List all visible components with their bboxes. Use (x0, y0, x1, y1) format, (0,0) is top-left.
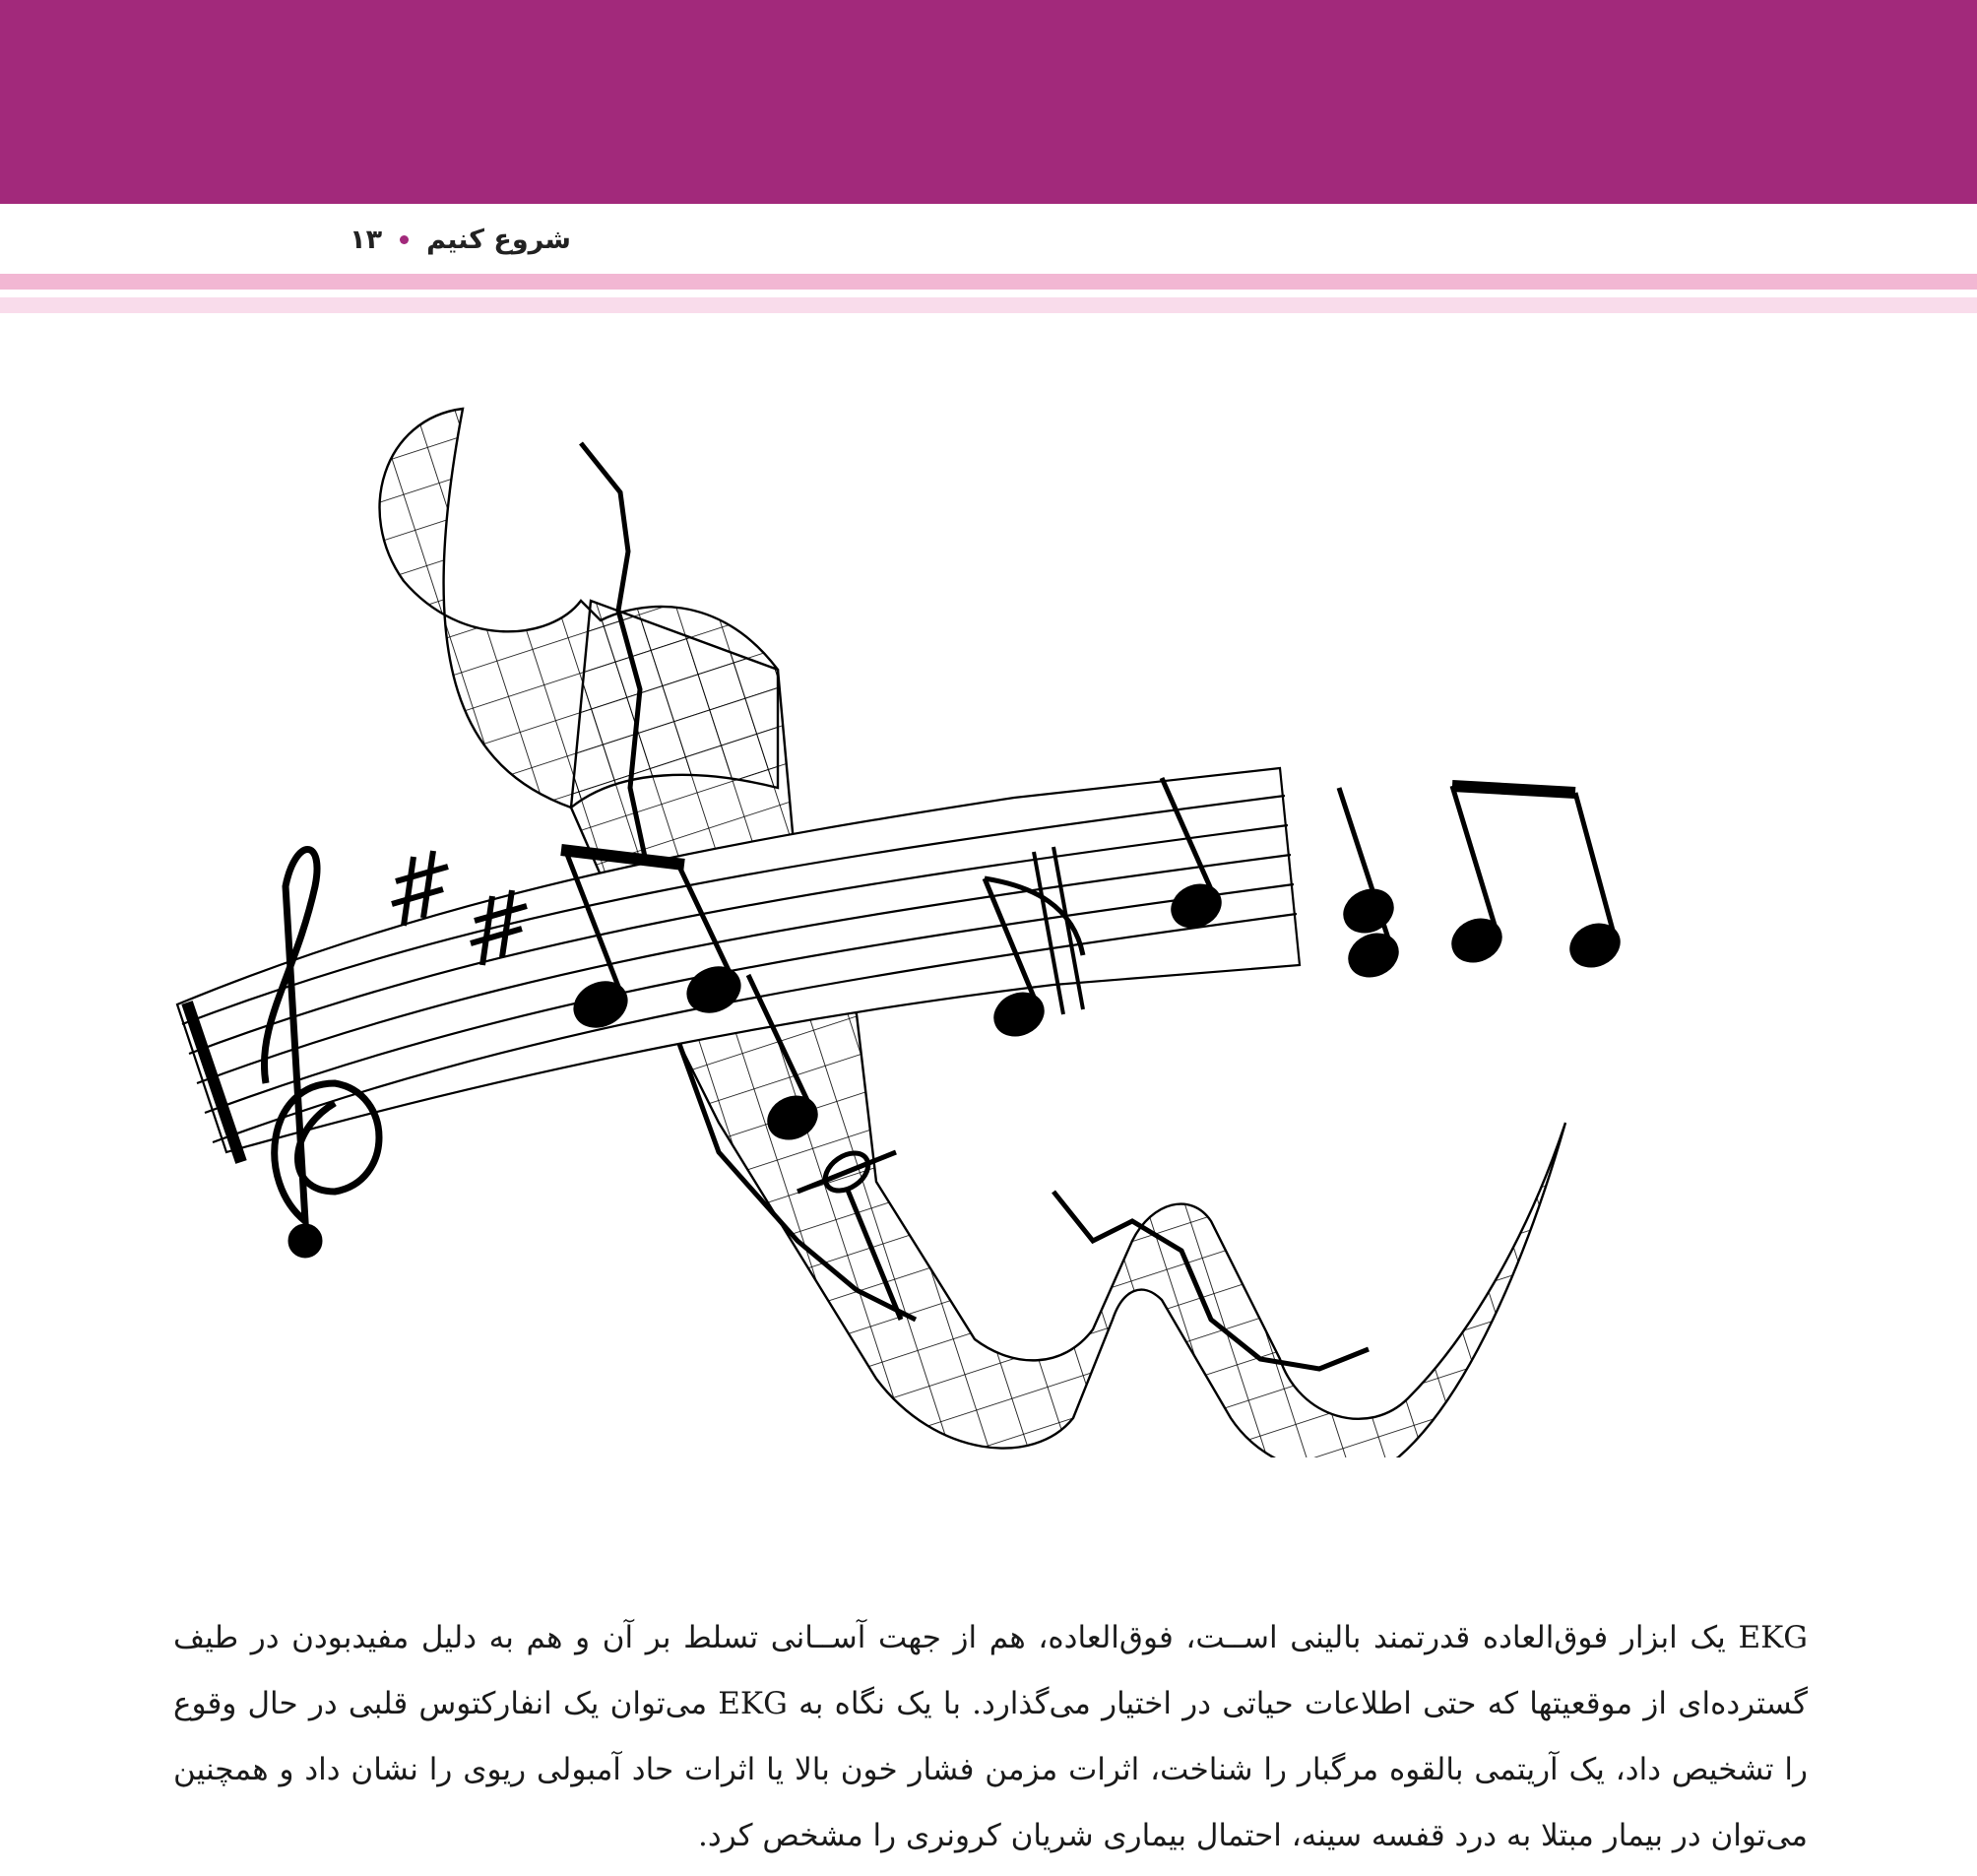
music-ekg-illustration (167, 374, 1821, 1457)
bullet-dot-icon (400, 235, 409, 244)
section-title: شروع کنیم (426, 224, 571, 255)
running-head (158, 215, 571, 264)
body-paragraph: EKG یک ابزار فوق‌العاده قدرتمند بالینی اســت، فوق‌العاده، هم از جهت آســانی تسلط بر آن و هم به دلیل مفیدبودن در طیف گسترده‌ای از موقعیتها که حتی اطلاعات حیاتی در اختیار می‌گذارد. با یک نگاه به EKG می‌توان یک انفارکتوس قلبی در حال وقوع را تشخیص داد، یک آریتمی بالقوه مرگبار را شناخت، اثرات مزمن فشار خون بالا یا اثرات حاد آمبولی ریوی را نشان داد و همچنین می‌توان در بیمار مبتلا به درد قفسه سینه، احتمال بیماری شریان کرونری را مشخص کرد. (173, 1620, 1808, 1853)
header-rule (0, 274, 1977, 290)
page-number: ۱۳ (350, 224, 383, 255)
header-rule-light (0, 297, 1977, 313)
header-band (0, 0, 1977, 204)
